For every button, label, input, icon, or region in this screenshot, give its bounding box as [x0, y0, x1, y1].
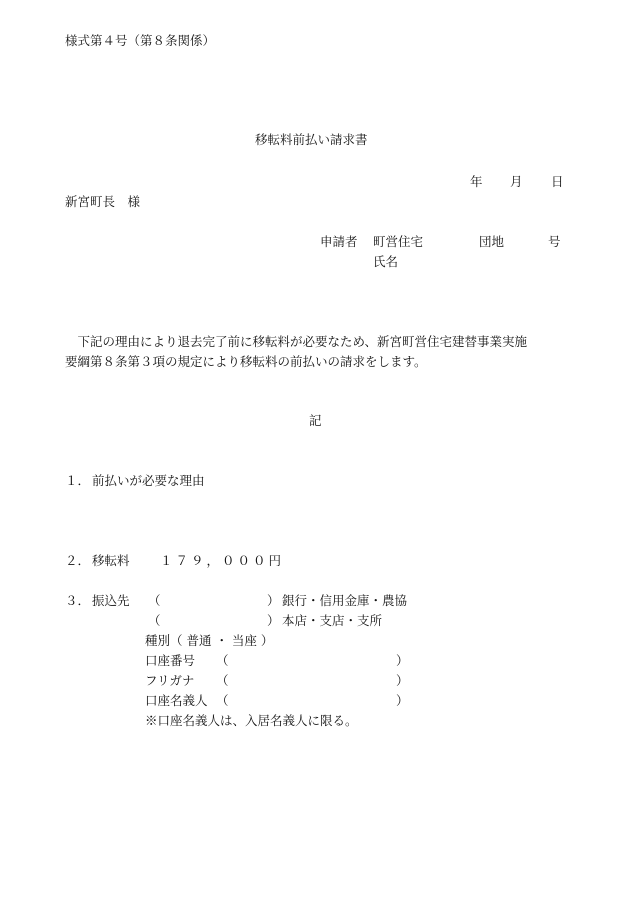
document-title: 移転料前払い請求書 [255, 132, 368, 147]
body-text-line-1: 下記の理由により退去完了前に移転料が必要なため、新宮町営住宅建替事業実施 [65, 334, 528, 349]
item2-number: ２． [65, 553, 91, 568]
account-holder-open-paren: （ [216, 693, 229, 708]
furigana-label: フリガナ [145, 673, 195, 688]
date-year-label: 年 [470, 174, 483, 189]
item3-number: ３． [65, 593, 91, 608]
furigana-open-paren: （ [216, 673, 229, 688]
ki-heading: 記 [309, 413, 322, 428]
branch-open-paren: （ [148, 613, 161, 628]
bank-name-open-paren: （ [148, 593, 161, 608]
account-holder-label: 口座名義人 [145, 693, 208, 708]
applicant-number: 号 [548, 234, 561, 249]
applicant-housing: 町営住宅 [373, 234, 424, 249]
account-number-label: 口座番号 [145, 653, 196, 668]
applicant-label: 申請者 [320, 234, 358, 249]
item3-label: 振込先 [92, 593, 130, 608]
bank-types: 銀行・信用金庫・農協 [282, 593, 408, 608]
body-text-line-2: 要綱第８条第３項の規定により移転料の前払いの請求をします。 [65, 354, 427, 369]
bank-name-close-paren: ） [267, 593, 280, 608]
item2-label: 移転料 [92, 553, 130, 568]
item2-amount: １７９，０００円 [160, 553, 285, 568]
branch-types: 本店・支店・支所 [282, 613, 383, 628]
item1-label: 前払いが必要な理由 [92, 473, 205, 488]
item1-number: １． [65, 473, 91, 488]
addressee: 新宮町長 様 [65, 194, 141, 209]
account-holder-close-paren: ） [396, 693, 409, 708]
branch-close-paren: ） [267, 613, 280, 628]
furigana-close-paren: ） [396, 673, 409, 688]
account-number-close-paren: ） [396, 653, 409, 668]
form-number: 様式第４号（第８条関係） [65, 33, 216, 48]
account-type: 種別（ 普通 ・ 当座 ） [145, 633, 274, 648]
applicant-name-label: 氏名 [373, 254, 399, 269]
applicant-complex: 団地 [479, 234, 505, 249]
date-day-label: 日 [551, 174, 564, 189]
date-month-label: 月 [510, 174, 523, 189]
account-number-open-paren: （ [216, 653, 229, 668]
account-holder-note: ※口座名義人は、入居名義人に限る。 [145, 713, 358, 728]
